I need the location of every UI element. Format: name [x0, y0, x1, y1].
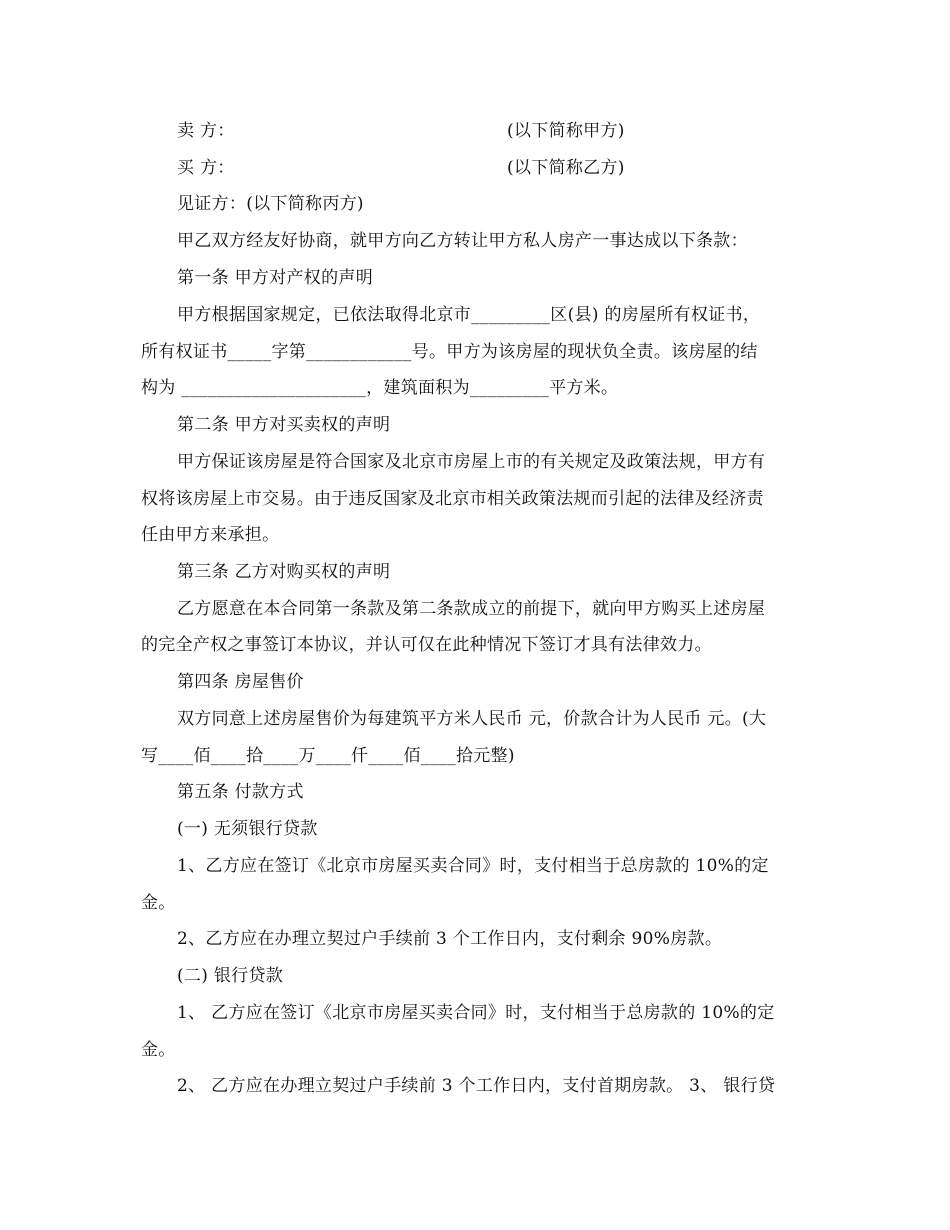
- seller-label: 卖 方：: [177, 121, 235, 141]
- intro-paragraph: 甲乙双方经友好协商，就甲方向乙方转让甲方私人房产一事达成以下条款：: [177, 231, 748, 251]
- article-1-line-3: 构为 _____________________，建筑面积为_________平方米。: [141, 378, 619, 398]
- article-1-line-2: 所有权证书_____字第____________号。甲方为该房屋的现状负全责。该房屋的结: [141, 342, 758, 362]
- article-5-sub-1-item-2: 2、乙方应在办理立契过户手续前 3 个工作日内，支付剩余 90%房款。: [177, 929, 723, 949]
- buyer-note: (以下简称乙方): [507, 158, 625, 178]
- witness-line: 见证方：(以下简称丙方): [177, 194, 364, 214]
- article-5-sub-1-item-1-line-1: 1、乙方应在签订《北京市房屋买卖合同》时，支付相当于总房款的 10%的定: [177, 856, 769, 876]
- article-5-sub-1-title: (一) 无须银行贷款: [177, 819, 318, 839]
- article-3-title: 第三条 乙方对购买权的声明: [177, 562, 391, 582]
- article-2-line-2: 权将该房屋上市交易。由于违反国家及北京市相关政策法规而引起的法律及经济责: [141, 489, 764, 509]
- article-4-line-1: 双方同意上述房屋售价为每建筑平方米人民币 元，价款合计为人民币 元。(大: [177, 709, 767, 729]
- article-1-line-1: 甲方根据国家规定，已依法取得北京市_________区(县) 的房屋所有权证书，: [177, 305, 761, 325]
- buyer-label: 买 方：: [177, 158, 235, 178]
- article-3-line-1: 乙方愿意在本合同第一条款及第二条款成立的前提下，就向甲方购买上述房屋: [177, 599, 766, 619]
- article-5-title: 第五条 付款方式: [177, 782, 304, 802]
- article-2-line-3: 任由甲方来承担。: [141, 525, 280, 545]
- article-4-line-2: 写____佰____拾____万____仟____佰____拾元整): [141, 746, 515, 766]
- article-5-sub-2-title: (二) 银行贷款: [177, 966, 284, 986]
- article-3-line-2: 的完全产权之事签订本协议，并认可仅在此种情况下签订才具有法律效力。: [141, 635, 712, 655]
- article-5-sub-2-item-1-line-2: 金。: [141, 1040, 176, 1060]
- seller-note: (以下简称甲方): [507, 121, 625, 141]
- article-5-sub-2-item-2: 2、 乙方应在办理立契过户手续前 3 个工作日内，支付首期房款。 3、 银行贷: [177, 1076, 776, 1096]
- article-5-sub-2-item-1-line-1: 1、 乙方应在签订《北京市房屋买卖合同》时，支付相当于总房款的 10%的定: [177, 1003, 775, 1023]
- article-2-title: 第二条 甲方对买卖权的声明: [177, 415, 391, 435]
- article-1-title: 第一条 甲方对产权的声明: [177, 268, 374, 288]
- article-4-title: 第四条 房屋售价: [177, 672, 304, 692]
- article-2-line-1: 甲方保证该房屋是符合国家及北京市房屋上市的有关规定及政策法规，甲方有: [177, 452, 766, 472]
- article-5-sub-1-item-1-line-2: 金。: [141, 893, 176, 913]
